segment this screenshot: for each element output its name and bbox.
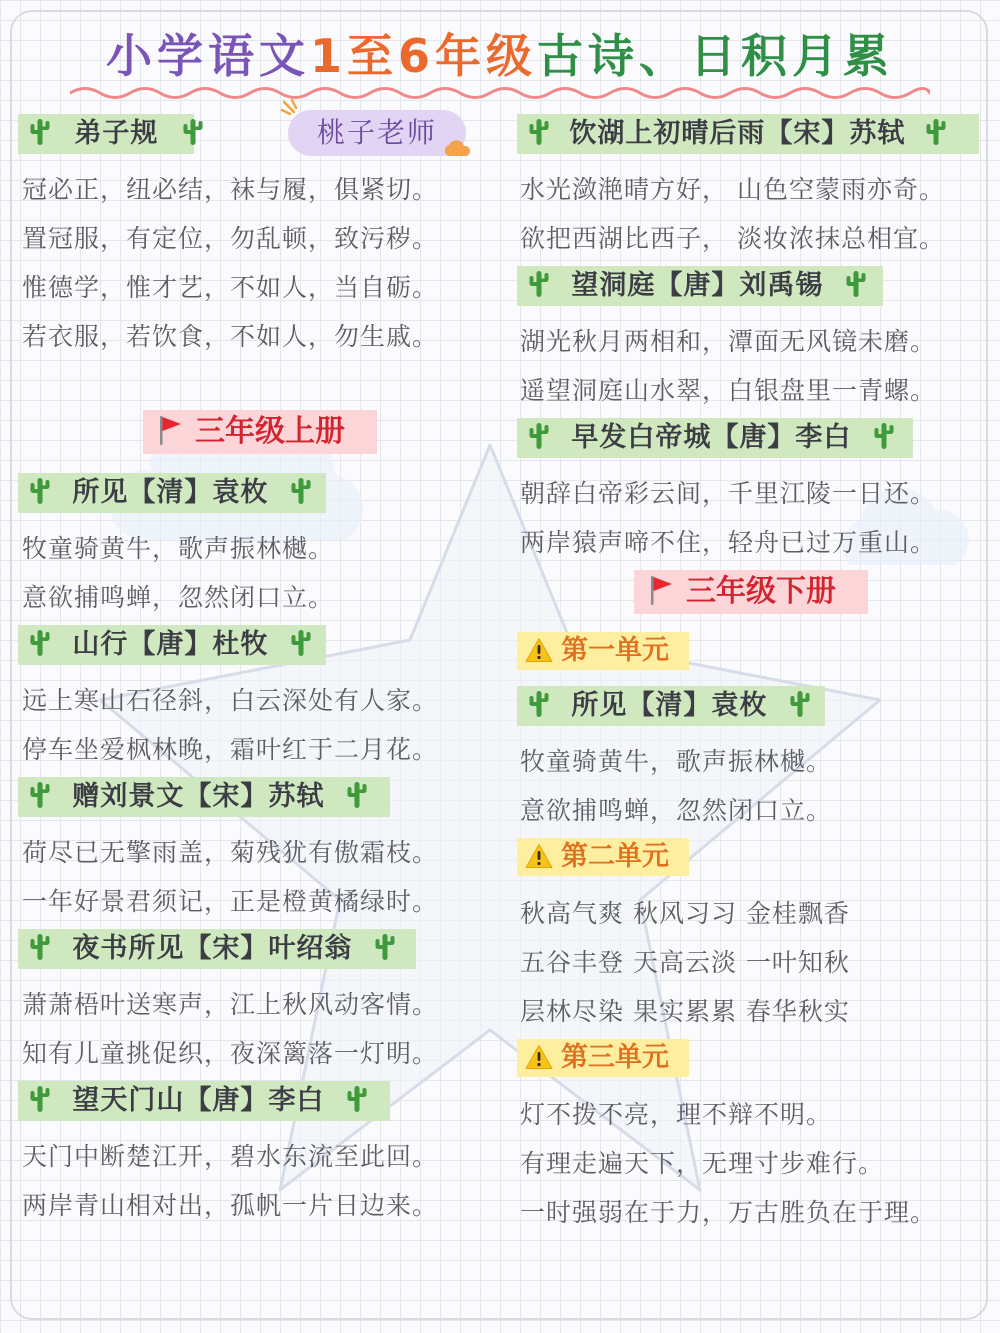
unit-label-text: 第二单元 <box>561 841 669 872</box>
grade-label-text: 三年级上册 <box>195 414 345 449</box>
text-line: 秋高气爽 秋风习习 金桂飘香 <box>520 899 850 928</box>
poem-header-yeshusuojian <box>18 929 416 969</box>
title-wave-underline <box>70 84 930 102</box>
unit-label-text: 第一单元 <box>561 635 669 666</box>
text-line: 湖光秋月两相和，潭面无风镜未磨。 <box>520 327 937 356</box>
poem-header-suojian-3b <box>517 686 825 726</box>
text-line: 天门中断楚江开，碧水东流至此回。 <box>22 1142 439 1171</box>
text-line: 水光潋滟晴方好， 山色空蒙雨亦奇。 <box>520 175 945 204</box>
cactus-icon <box>28 476 52 506</box>
text-line: 牧童骑黄牛，歌声振林樾。 <box>520 747 833 776</box>
text-line: 两岸猿声啼不住，轻舟已过万重山。 <box>520 528 937 557</box>
teacher-name: 桃子老师 <box>316 116 437 149</box>
unit-label-1 <box>517 632 689 670</box>
title-part-green: 古诗、日积月累 <box>537 29 894 83</box>
poem-header-wangtianmenshan <box>18 1081 390 1121</box>
cactus-icon <box>872 421 896 451</box>
poem-title: 望天门山【唐】李白 <box>72 1085 325 1116</box>
unit-label-2 <box>517 838 689 876</box>
cactus-icon <box>345 1084 369 1114</box>
poem-title: 所见【清】袁枚 <box>72 477 269 508</box>
grade-label-text: 三年级下册 <box>686 574 836 609</box>
text-line: 五谷丰登 天高云淡 一叶知秋 <box>520 948 850 977</box>
cloud-icon <box>442 138 472 158</box>
cactus-icon <box>924 117 948 147</box>
poem-header-zengliujingwen <box>18 777 390 817</box>
warning-icon <box>525 843 553 869</box>
poem-header-yinhushang <box>517 114 979 154</box>
warning-icon <box>525 637 553 663</box>
poem-title: 所见【清】袁枚 <box>571 690 768 721</box>
cactus-icon <box>28 628 52 658</box>
red-flag-icon <box>157 414 183 446</box>
poem-header-wangdongting <box>517 266 883 306</box>
cactus-icon <box>373 932 397 962</box>
text-line: 意欲捕鸣蝉，忽然闭口立。 <box>520 796 833 825</box>
text-line: 惟德学，惟才艺，不如人，当自砺。 <box>22 273 439 302</box>
text-line: 层林尽染 果实累累 春华秋实 <box>520 997 850 1026</box>
unit-label-text: 第三单元 <box>561 1042 669 1073</box>
text-line: 牧童骑黄牛，歌声振林樾。 <box>22 534 335 563</box>
poem-title: 赠刘景文【宋】苏轼 <box>72 781 325 812</box>
red-flag-icon <box>648 574 674 606</box>
cactus-icon <box>289 628 313 658</box>
cactus-icon <box>527 421 551 451</box>
title-part-purple: 小学语文 <box>105 29 310 83</box>
section-title: 弟子规 <box>74 118 159 149</box>
text-line: 若衣服，若饮食，不如人，勿生戚。 <box>22 322 439 351</box>
cactus-icon <box>345 780 369 810</box>
text-line: 意欲捕鸣蝉，忽然闭口立。 <box>22 583 335 612</box>
text-line: 欲把西湖比西子， 淡妆浓抹总相宜。 <box>520 224 945 253</box>
text-line: 遥望洞庭山水翠，白银盘里一青螺。 <box>520 376 937 405</box>
unit-label-3 <box>517 1039 689 1077</box>
teacher-badge <box>288 110 466 156</box>
text-line: 停车坐爱枫林晚，霜叶红于二月花。 <box>22 735 439 764</box>
text-line: 灯不拨不亮，理不辩不明。 <box>520 1100 833 1129</box>
poem-title: 早发白帝城【唐】李白 <box>571 422 852 453</box>
text-line: 知有儿童挑促织，夜深篱落一灯明。 <box>22 1039 439 1068</box>
text-line: 朝辞白帝彩云间，千里江陵一日还。 <box>520 479 937 508</box>
text-line: 置冠服，有定位，勿乱顿，致污秽。 <box>22 224 439 253</box>
text-line: 远上寒山石径斜，白云深处有人家。 <box>22 686 439 715</box>
poem-title: 山行【唐】杜牧 <box>72 629 269 660</box>
poem-title: 夜书所见【宋】叶绍翁 <box>72 933 353 964</box>
cactus-icon <box>181 117 205 147</box>
cactus-icon <box>527 269 551 299</box>
sparkle-icon <box>280 98 310 122</box>
cactus-icon <box>28 117 52 147</box>
cactus-icon <box>28 780 52 810</box>
text-line: 一时强弱在于力，万古胜负在于理。 <box>520 1198 937 1227</box>
page-title <box>0 20 1000 86</box>
warning-icon <box>525 1044 553 1070</box>
text-line: 有理走遍天下，无理寸步难行。 <box>520 1149 885 1178</box>
cactus-icon <box>289 476 313 506</box>
cactus-icon <box>527 117 551 147</box>
cactus-icon <box>28 932 52 962</box>
poem-title: 饮湖上初晴后雨【宋】苏轼 <box>569 118 906 149</box>
poem-header-suojian <box>18 473 326 513</box>
text-line: 荷尽已无擎雨盖，菊残犹有傲霜枝。 <box>22 838 439 867</box>
text-line: 萧萧梧叶送寒声，江上秋风动客情。 <box>22 990 439 1019</box>
text-line: 一年好景君须记，正是橙黄橘绿时。 <box>22 887 439 916</box>
cactus-icon <box>28 1084 52 1114</box>
title-part-orange: 1至6年级 <box>309 29 537 83</box>
grade-label-3b <box>634 570 868 614</box>
poem-header-zaofabaidicheng <box>517 418 913 458</box>
cactus-icon <box>788 689 812 719</box>
cactus-icon <box>527 689 551 719</box>
text-line: 冠必正，纽必结，袜与履，俱紧切。 <box>22 175 439 204</box>
text-line: 两岸青山相对出，孤帆一片日边来。 <box>22 1191 439 1220</box>
poem-title: 望洞庭【唐】刘禹锡 <box>571 270 824 301</box>
poem-header-shanxing <box>18 625 326 665</box>
section-header-dizigui <box>18 114 194 154</box>
cactus-icon <box>844 269 868 299</box>
grade-label-3a <box>143 410 377 454</box>
